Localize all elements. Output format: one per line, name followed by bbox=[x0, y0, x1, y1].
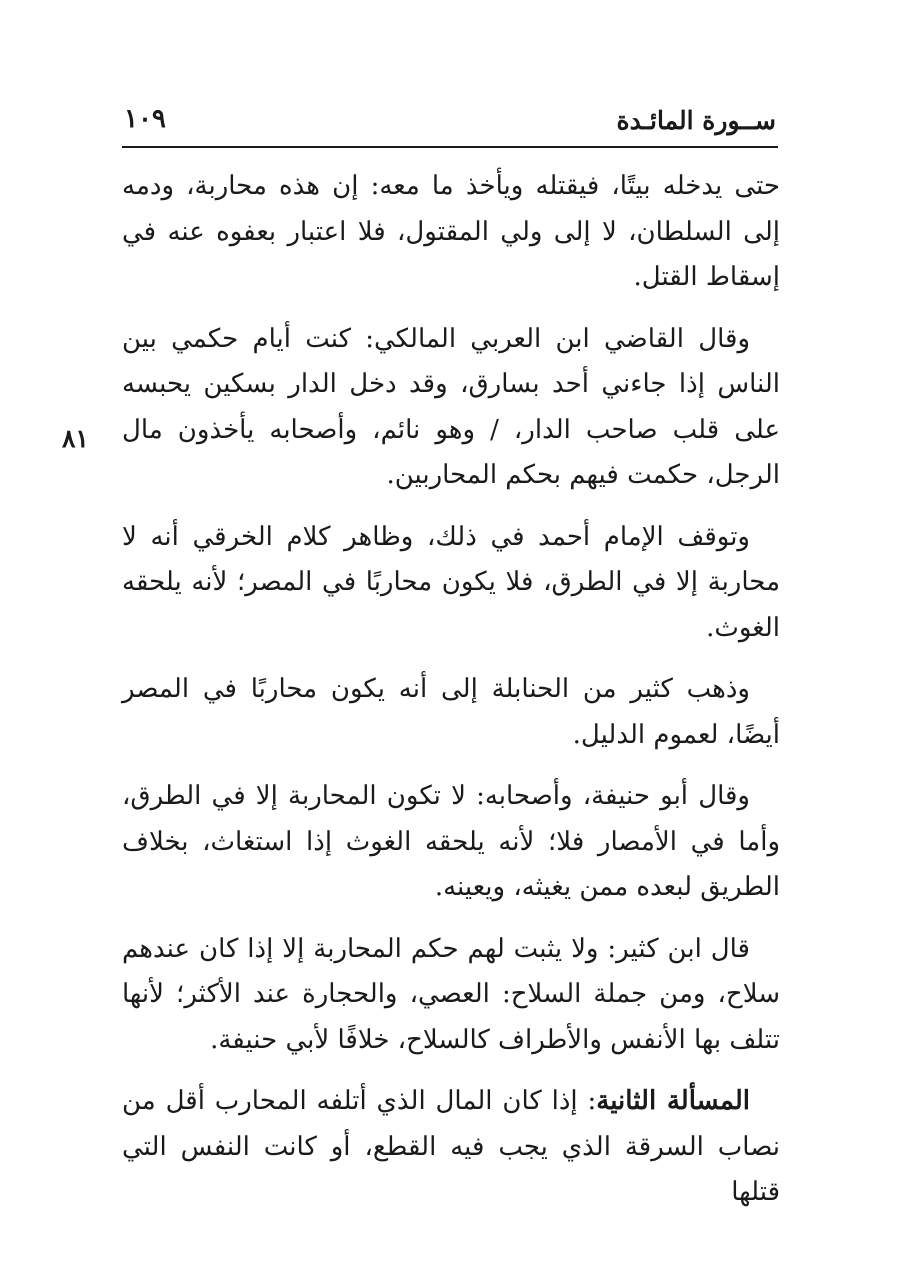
paragraph-3: وتوقف الإمام أحمد في ذلك، وظاهر كلام الخرقي أنه لا محاربة إلا في الطرق، فلا يكون محاربًا في المصر؛ لأنه يلحقه الغوث. bbox=[122, 521, 780, 643]
surah-title: ســورة المائـدة bbox=[616, 106, 776, 135]
page-header bbox=[122, 96, 778, 148]
issue-text: : إذا كان المال الذي أتلفه المحارب أقل من نصاب السرقة الذي يجب فيه القطع، أو كانت النفس التي قتلها bbox=[122, 1086, 780, 1207]
paragraph-6: قال ابن كثير: ولا يثبت لهم حكم المحاربة إلا إذا كان عندهم سلاح، ومن جملة السلاح: العصي، والحجارة عند الأكثر؛ لأنها تتلف بها الأنفس والأطراف كالسلاح، خلافًا لأبي حنيفة. bbox=[122, 933, 780, 1055]
paragraph-2: وقال القاضي ابن العربي المالكي: كنت أيام حكمي بين الناس إذا جاءني أحد بسارق، وقد دخل الدار بسكين يحبسه على قلب صاحب الدار، / وهو نائم، وأصحابه يأخذون مال الرجل، حكمت فيهم بحكم المحاربين. bbox=[122, 323, 780, 490]
paragraph-7 bbox=[122, 1079, 780, 1216]
paragraph-4: وذهب كثير من الحنابلة إلى أنه يكون محاربًا في المصر أيضًا، لعموم الدليل. bbox=[122, 674, 780, 750]
paragraph-5: وقال أبو حنيفة، وأصحابه: لا تكون المحاربة إلا في الطرق، وأما في الأمصار فلا؛ لأنه يلحقه الغوث إذا استغاث، بخلاف الطريق لبعده ممن يغيثه، ويعينه. bbox=[122, 781, 780, 902]
paragraph-1: حتى يدخله بيتًا، فيقتله ويأخذ ما معه: إن هذه محاربة، ودمه إلى السلطان، لا إلى ولي المقتول، فلا اعتبار بعفوه عنه في إسقاط القتل. bbox=[122, 171, 780, 292]
page-body bbox=[122, 164, 780, 1232]
page-number: ١٠٩ bbox=[124, 104, 166, 134]
issue-heading: المسألة الثانية bbox=[596, 1086, 750, 1116]
manuscript-page-marker: ٨١ bbox=[62, 424, 89, 453]
